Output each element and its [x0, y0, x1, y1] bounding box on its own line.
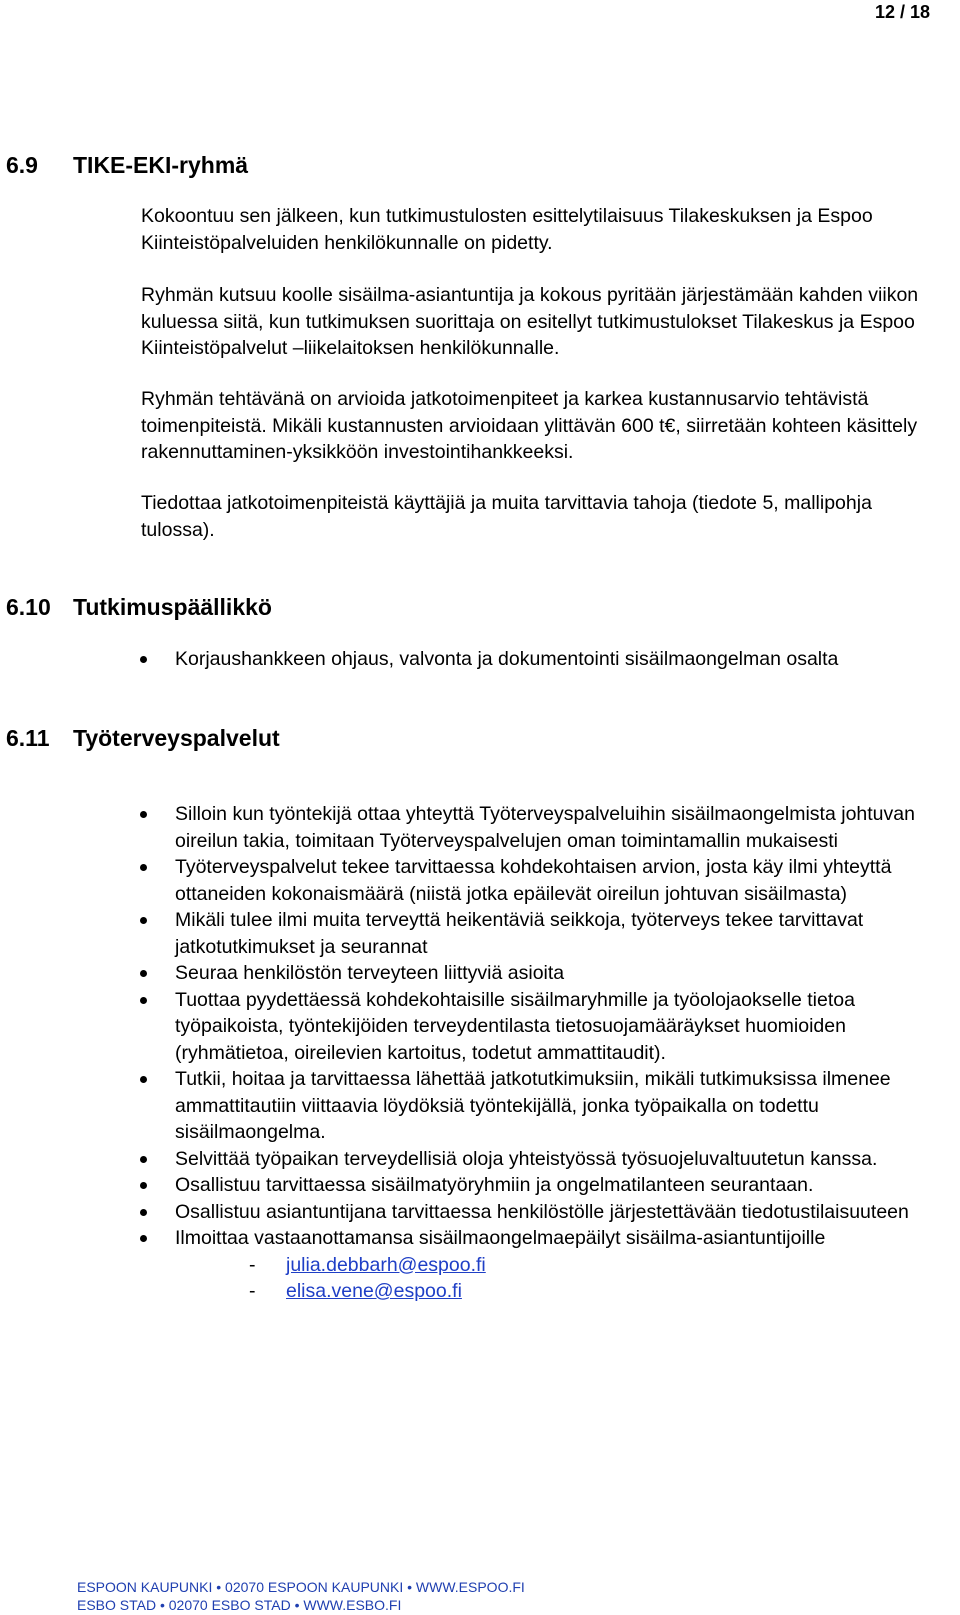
- section-heading-6-10: [6, 594, 506, 624]
- footer-line-2: ESBO STAD • 02070 ESBO STAD • WWW.ESBO.FI: [77, 1597, 402, 1613]
- list-item: Osallistuu tarvittaessa sisäilmatyöryhmiin ja ongelmatilanteen seurantaan.: [140, 1172, 950, 1199]
- bullet-icon: [140, 970, 147, 977]
- email-item: [175, 1278, 950, 1305]
- section-number: 6.10: [6, 594, 51, 620]
- email-link-julia[interactable]: julia.debbarh@espoo.fi: [286, 1253, 486, 1276]
- bullet-icon: [140, 656, 147, 663]
- paragraph: Kokoontuu sen jälkeen, kun tutkimustulosten esittelytilaisuus Tilakeskuksen ja Espoo Kiinteistöpalveluiden henkilökunnalle on pidetty.: [141, 205, 873, 254]
- list-item: Tuottaa pyydettäessä kohdekohtaisille sisäilmaryhmille ja työolojaokselle tietoa työpaikoista, työntekijöiden terveydentilasta tietosuojamääräykset huomioiden (ryhmätietoa, oireilevien kartoitus, todetut ammattitaudit).: [140, 987, 950, 1067]
- paragraph: Tiedottaa jatkotoimenpiteistä käyttäjiä ja muita tarvittavia tahoja (tiedote 5, mallipohja tulossa).: [141, 492, 872, 541]
- list-item: Mikäli tulee ilmi muita terveyttä heikentäviä seikkoja, työterveys tekee tarvittavat jatkotutkimukset ja seurannat: [140, 907, 950, 960]
- dash: -: [249, 1253, 256, 1276]
- list-item: Silloin kun työntekijä ottaa yhteyttä Työterveyspalveluihin sisäilmaongelmista johtuvan oireilun takia, toimitaan Työterveyspalvelujen oman toimintamallin mukaisesti: [140, 801, 950, 854]
- bullet-icon: [140, 1156, 147, 1163]
- bullet-icon: [140, 864, 147, 871]
- list-item: Tutkii, hoitaa ja tarvittaessa lähettää jatkotutkimuksiin, mikäli tutkimuksissa ilmenee ammattitautiin viittaavia löydöksiä työntekijällä, jonka työpaikalla on todettu sisäilmaongelma.: [140, 1066, 950, 1146]
- bullet-icon: [140, 997, 147, 1004]
- footer: [77, 1578, 525, 1614]
- list-item: Seuraa henkilöstön terveyteen liittyviä asioita: [140, 960, 950, 987]
- list-item: Selvittää työpaikan terveydellisiä oloja yhteistyössä työsuojeluvaltuutetun kanssa.: [140, 1146, 950, 1173]
- bullet-list: [140, 801, 950, 1305]
- footer-line-1: ESPOON KAUPUNKI • 02070 ESPOON KAUPUNKI • WWW.ESPOO.FI: [77, 1579, 525, 1595]
- list-item: Osallistuu asiantuntijana tarvittaessa henkilöstölle järjestettävään tiedotustilaisuuteen: [140, 1199, 950, 1226]
- section-number: 6.11: [6, 725, 50, 751]
- paragraph: Ryhmän kutsuu koolle sisäilma-asiantuntija ja kokous pyritään järjestämään kahden viikon kuluessa siitä, kun tutkimuksen suorittaja on esitellyt tutkimustulokset Tilakeskus ja Espoo Kiinteistöpalvelut –liikelaitoksen henkilökunnalle.: [141, 284, 919, 359]
- section-heading-6-11: [6, 725, 506, 755]
- section-title: Tutkimuspäällikkö: [73, 594, 272, 620]
- email-link-elisa[interactable]: elisa.vene@espoo.fi: [286, 1280, 462, 1302]
- page-number: 12 / 18: [874, 2, 930, 22]
- bullet-icon: [140, 1235, 147, 1242]
- list-item: Korjaushankkeen ohjaus, valvonta ja dokumentointi sisäilmaongelman osalta: [140, 646, 900, 673]
- bullet-icon: [140, 1076, 147, 1083]
- email-list: [175, 1252, 950, 1305]
- section-title: Työterveyspalvelut: [73, 725, 280, 751]
- bullet-list: [140, 646, 900, 673]
- bullet-icon: [140, 1209, 147, 1216]
- bullet-icon: [140, 1182, 147, 1189]
- list-item: Työterveyspalvelut tekee tarvittaessa kohdekohtaisen arvion, josta käy ilmi yhteyttä ottaneiden kokonaismäärä (niistä jotka epäilevät oireilun johtuvan sisäilmasta): [140, 854, 950, 907]
- section-number: 6.9: [6, 152, 38, 178]
- bullet-icon: [140, 811, 147, 818]
- paragraph: Ryhmän tehtävänä on arvioida jatkotoimenpiteet ja karkea kustannusarvio tehtävistä toimenpiteistä. Mikäli kustannusten arvioidaan ylittävän 600 t€, siirretään kohteen käsittely rakennuttaminen-yksikköön investointihankkeeksi.: [141, 388, 918, 463]
- list-item: Ilmoittaa vastaanottamansa sisäilmaongelmaepäilyt sisäilma-asiantuntijoille - julia.debbarh@espoo.fi - elisa.vene@espoo.fi: [140, 1225, 950, 1305]
- section-title: TIKE-EKI-ryhmä: [73, 152, 249, 178]
- email-item: [175, 1252, 950, 1279]
- bullet-icon: [140, 917, 147, 924]
- section-heading-6-9: [6, 152, 506, 182]
- dash: -: [249, 1280, 256, 1302]
